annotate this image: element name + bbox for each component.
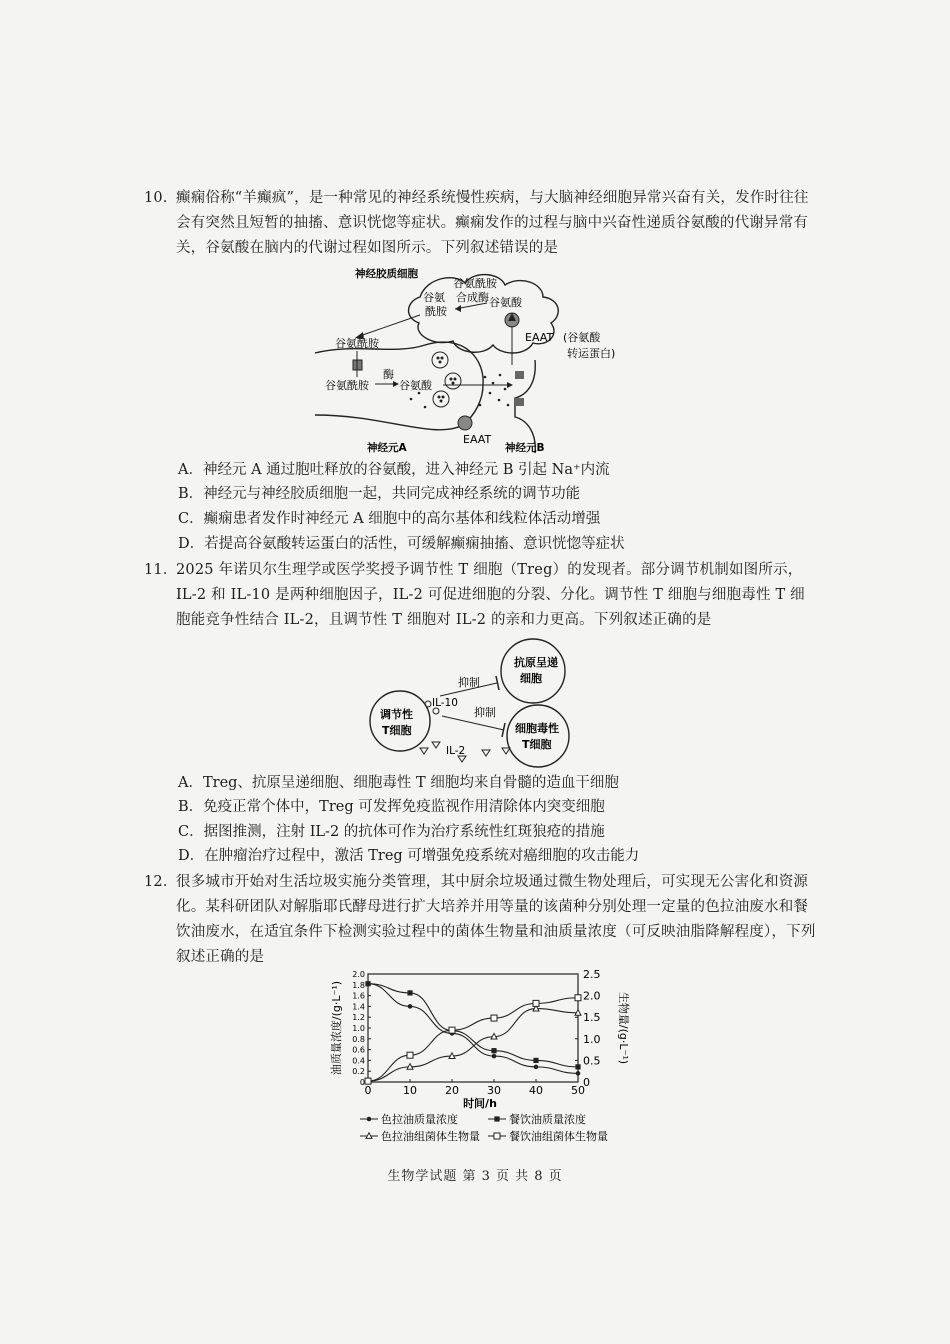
option-10d: D．若提高谷氨酸转运蛋白的活性，可缓解癫痫抽搐、意识恍惚等症状 [178, 536, 625, 552]
left-tick-label: 1.8 [352, 980, 365, 990]
series-layer [365, 981, 581, 1084]
data-point [449, 1027, 455, 1033]
right-tick-label: 0 [583, 1076, 590, 1089]
vesicle-3 [433, 391, 449, 407]
series-line [368, 984, 578, 1067]
outside-glutamine-label: 谷氨酰胺 [335, 337, 379, 350]
right-axis-label: 生物量/(g·L⁻¹) [617, 991, 630, 1065]
data-point [533, 1000, 539, 1006]
data-point [407, 1052, 413, 1058]
glia-arrow-head [455, 305, 461, 312]
right-axis-ticks [575, 968, 601, 1089]
synthetase-label-1: 谷氨酰胺 [453, 277, 497, 290]
treg-label-2: T细胞 [382, 724, 412, 737]
series-4 [365, 995, 581, 1084]
data-point [365, 1078, 371, 1084]
release-arrow-head [507, 382, 513, 388]
apc-label-2: 细胞 [520, 672, 542, 685]
right-tick-label: 1.5 [583, 1011, 601, 1025]
il10-label: IL-10 [432, 697, 458, 709]
inside-glutamate-label: 谷氨酸 [399, 379, 432, 392]
ctl-label-1: 细胞毒性 [515, 722, 559, 735]
ctl-label-2: T细胞 [522, 738, 552, 751]
glia-eaat-label: EAAT [525, 331, 554, 344]
glutamine-export-arrow [357, 315, 420, 337]
treg-mechanism-diagram [360, 638, 590, 773]
data-point [575, 995, 581, 1001]
option-10c: C．癫痫患者发作时神经元 A 细胞中的高尔基体和线粒体活动增强 [178, 511, 601, 527]
left-tick-label: 0.8 [352, 1034, 365, 1044]
oil-biomass-chart [320, 968, 630, 1153]
left-tick-label: 1.6 [352, 991, 365, 1001]
left-tick-label: 1.0 [352, 1024, 365, 1033]
glial-cell-label: 神经胶质细胞 [355, 268, 418, 280]
option-11d: D．在肿瘤治疗过程中，激活 Treg 可增强免疫系统对癌细胞的攻击能力 [178, 848, 640, 864]
legend-marker [494, 1133, 500, 1139]
receptor-1 [515, 371, 524, 379]
series-line [368, 984, 578, 1074]
neuron-b-label: 神经元B [505, 442, 545, 454]
vesicle-2 [445, 373, 461, 389]
left-axis-label: 油质量浓度/(g·L⁻¹) [330, 980, 343, 1076]
question-number: 10． [144, 190, 178, 206]
data-point [534, 1065, 539, 1070]
data-point [575, 1064, 580, 1069]
x-tick-label: 0 [364, 1084, 372, 1097]
enzyme-label: 酶 [383, 368, 394, 381]
option-11c: C．据图推测，注射 IL-2 的抗体可作为治疗系统性红斑狼疮的措施 [178, 824, 605, 840]
x-tick-label: 50 [571, 1084, 585, 1097]
neuron-eaat-label: EAAT [463, 433, 492, 446]
neuron-a-label: 神经元A [367, 442, 407, 454]
inside-glutamine-label: 谷氨酰胺 [325, 379, 369, 392]
synthetase-label-2: 合成酶 [456, 291, 489, 304]
x-tick-label: 20 [445, 1084, 459, 1097]
left-tick-label: 1.4 [352, 1002, 365, 1012]
right-tick-label: 0.5 [583, 1054, 601, 1068]
left-tick-label: 2.0 [352, 970, 365, 979]
legend-marker [367, 1117, 372, 1122]
treg-label-1: 调节性 [380, 708, 413, 721]
glia-glutamine-label-2: 酰胺 [425, 305, 447, 318]
left-tick-label: 0.2 [352, 1067, 365, 1077]
legend-label: 色拉油组菌体生物量 [381, 1130, 480, 1143]
question-stem: 癫痫俗称“羊癫疯”，是一种常见的神经系统慢性疾病，与大脑神经细胞异常兴奋有关，发作时往往会有突然且短暂的抽搐、意识恍惚等症状。癫痫发作的过程与脑中兴奋性递质谷氨酸的代谢异常有关，谷氨酸在脑内的代谢过程如图所示。下列叙述错误的是 [176, 190, 809, 256]
right-tick-label: 2.0 [583, 989, 601, 1003]
right-tick-label: 1.0 [583, 1032, 601, 1046]
eaat-note-2: 转运蛋白) [567, 347, 616, 360]
data-point [533, 1058, 538, 1063]
vesicle-1 [432, 352, 448, 368]
option-11b: B．免疫正常个体中，Treg 可发挥免疫监视作用清除体内突变细胞 [178, 799, 605, 815]
question-11 [146, 558, 816, 633]
question-number: 11． [144, 562, 178, 578]
chart-legend [360, 1112, 608, 1143]
option-10a: A．神经元 A 通过胞吐释放的谷氨酸，进入神经元 B 引起 Na⁺内流 [178, 462, 610, 478]
series-2 [365, 981, 580, 1069]
question-stem: 2025 年诺贝尔生理学或医学奖授予调节性 T 细胞（Treg）的发现者。部分调节机制如图所示，IL-2 和 IL-10 是两种细胞因子，IL-2 可促进细胞的分裂、分化。调节性 T 细胞与细胞毒性 T 细胞能竞争性结合 IL-2，且调节性 T 细胞对 IL-2 的亲和力更高。下列叙述正确的是 [176, 562, 805, 628]
question-stem: 很多城市开始对生活垃圾实施分类管理，其中厨余垃圾通过微生物处理后，可实现无公害化和资源化。某科研团队对解脂耶氏酵母进行扩大培养并用等量的该菌种分别处理一定量的色拉油废水和餐饮油废水，在适宜条件下检测实验过程中的菌体生物量和油质量浓度（可反映油脂降解程度），下列叙述正确的是 [176, 874, 816, 965]
page-footer: 生物学试题 第 3 页 共 8 页 [387, 1169, 563, 1184]
treg-cell [370, 691, 430, 751]
il2-label: IL-2 [446, 745, 466, 757]
legend-item [488, 1112, 586, 1126]
glia-glutamine-label-1: 谷氨 [423, 291, 445, 304]
option-10b: B．神经元与神经胶质细胞一起，共同完成神经系统的调节功能 [178, 486, 581, 502]
legend-label: 餐饮油质量浓度 [509, 1113, 586, 1126]
chart-axes [368, 974, 578, 1082]
data-point [365, 981, 370, 986]
legend-label: 餐饮油组菌体生物量 [509, 1130, 608, 1143]
inhibit-label-1: 抑制 [458, 676, 480, 689]
question-12 [146, 870, 816, 970]
legend-marker [494, 1116, 499, 1121]
legend-item [360, 1129, 480, 1143]
neuron-eaat-transporter [458, 416, 472, 430]
x-tick-label: 40 [529, 1084, 543, 1097]
legend-item [488, 1129, 608, 1143]
apc-label-1: 抗原呈递 [514, 656, 558, 669]
x-tick-label: 10 [403, 1084, 417, 1097]
data-point [408, 1004, 413, 1009]
question-10 [146, 186, 816, 261]
right-tick-label: 2.5 [583, 968, 601, 981]
left-tick-label: 0.6 [352, 1045, 365, 1055]
left-tick-label: 0.4 [352, 1056, 365, 1066]
data-point [491, 1048, 496, 1053]
glia-glutamate-label: 谷氨酸 [489, 296, 522, 309]
data-point [576, 1071, 581, 1076]
left-tick-label: 1.2 [352, 1013, 365, 1023]
data-point [491, 1015, 497, 1021]
plot-frame [368, 974, 578, 1082]
legend-label: 色拉油质量浓度 [381, 1113, 458, 1126]
apc-cell [501, 639, 565, 703]
x-tick-label: 30 [487, 1084, 501, 1097]
inhibit-label-2: 抑制 [474, 706, 496, 719]
glutamate-metabolism-diagram [315, 265, 635, 460]
option-11a: A．Treg、抗原呈递细胞、细胞毒性 T 细胞均来自骨髓的造血干细胞 [178, 775, 619, 791]
x-axis-label: 时间/h [463, 1097, 497, 1110]
receptor-2 [515, 398, 524, 406]
eaat-note-1: (谷氨酸 [563, 331, 601, 344]
ctl-cell [507, 705, 569, 767]
legend-item [360, 1112, 458, 1126]
data-point [492, 1054, 497, 1059]
left-tick-label: 0 [359, 1078, 365, 1087]
data-point [407, 990, 412, 995]
question-number: 12． [144, 874, 178, 890]
